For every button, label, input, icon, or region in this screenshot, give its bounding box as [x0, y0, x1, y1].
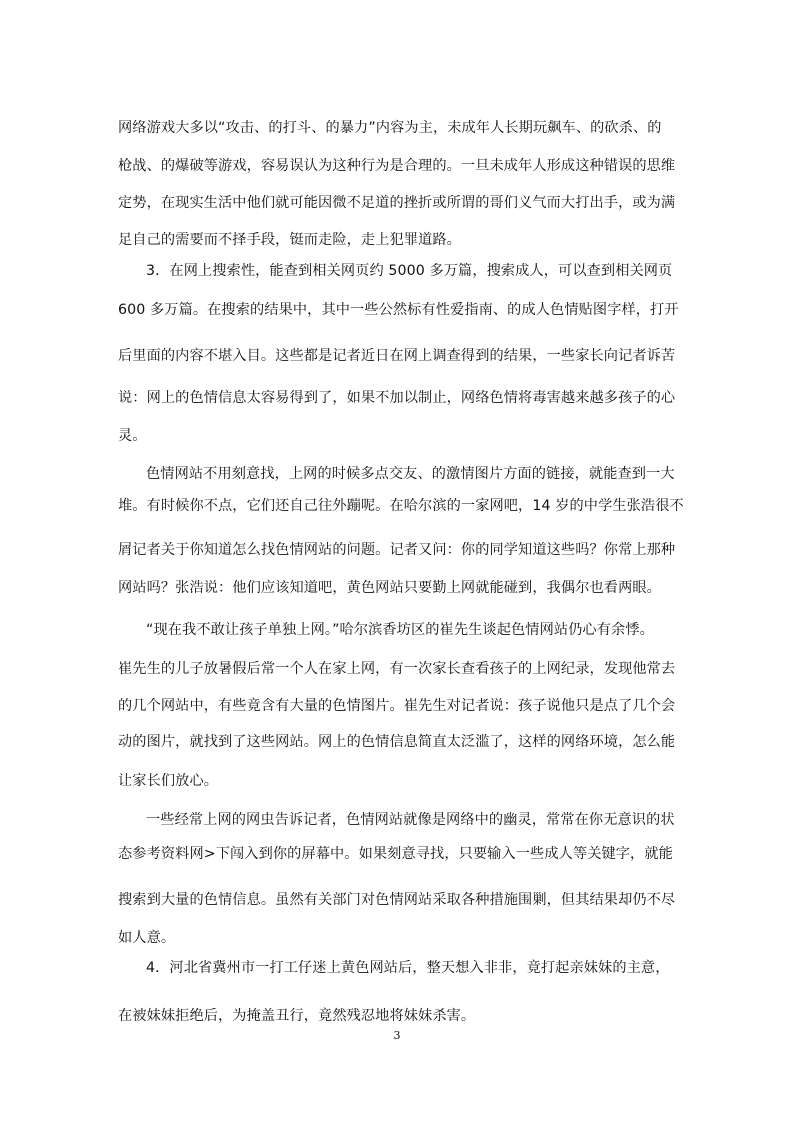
text-line: 一些经常上网的网虫告诉记者，色情网站就像是网络中的幽灵，常常在你无意识的状 — [146, 812, 675, 828]
text-line: 色情网站不用刻意找，上网的时候多点交友、的激情图片方面的链接，就能查到一大 — [146, 466, 675, 482]
text-line: 定势，在现实生活中他们就可能因微不足道的挫折或所谓的哥们义气而大打出手，或为满 — [118, 195, 676, 211]
text-line: 崔先生的儿子放暑假后常一个人在家上网，有一次家长查看孩子的上网纪录，发现他常去 — [118, 661, 676, 677]
text-line: 态参考资料网>下闯入到你的屏幕中。如果刻意寻找，只要输入一些成人等关键字，就能 — [118, 846, 673, 862]
text-line: 如人意。 — [118, 930, 176, 946]
page-number: 3 — [393, 1029, 401, 1042]
text-line: 后里面的内容不堪入目。这些都是记者近日在网上调查得到的结果，一些家长向记者诉苦 — [118, 348, 676, 364]
text-line: 4．河北省冀州市一打工仔迷上黄色网站后，整天想入非非，竟打起亲妹妹的主意， — [146, 960, 670, 976]
text-line: 灵。 — [118, 428, 147, 444]
text-line: 在被妹妹拒绝后，为掩盖丑行，竟然残忍地将妹妹杀害。 — [118, 1008, 476, 1024]
text-line: 的几个网站中，有些竟含有大量的色情图片。崔先生对记者说：孩子说他只是点了几个会 — [118, 698, 676, 714]
text-line: 3．在网上搜索性，能查到相关网页约 5000 多万篇，搜索成人，可以查到相关网页 — [146, 263, 673, 279]
text-line: 网站吗？张浩说：他们应该知道吧，黄色网站只要勤上网就能碰到，我偶尔也看两眼。 — [118, 580, 661, 596]
text-line: 枪战、的爆破等游戏，容易误认为这种行为是合理的。一旦未成年人形成这种错误的思维 — [118, 158, 676, 174]
text-line: 堆。有时候你不点，它们还自己往外蹦呢。在哈尔滨的一家网吧，14 岁的中学生张浩很不 — [118, 498, 684, 514]
text-line: 600 多万篇。在搜索的结果中，其中一些公然标有性爱指南、的成人色情贴图字样，打开 — [118, 302, 679, 318]
text-line: 动的图片，就找到了这些网站。网上的色情信息简直太泛滥了，这样的网络环境，怎么能 — [118, 734, 676, 750]
text-line: 搜索到大量的色情信息。虽然有关部门对色情网站采取各种措施围剿，但其结果却仍不尽 — [118, 892, 676, 908]
text-line: 足自己的需要而不择手段，铤而走险，走上犯罪道路。 — [118, 232, 461, 248]
text-line: “现在我不敢让孩子单独上网。”哈尔滨香坊区的崔先生谈起色情网站仍心有余悸。 — [146, 622, 654, 638]
text-line: 让家长们放心。 — [118, 773, 219, 789]
text-line: 说：网上的色情信息太容易得到了，如果不加以制止，网络色情将毒害越来越多孩子的心 — [118, 390, 676, 406]
text-line: 网络游戏大多以“攻击、的打斗、的暴力”内容为主，未成年人长期玩飙车、的砍杀、的 — [118, 120, 662, 136]
text-line: 屑记者关于你知道怎么找色情网站的问题。记者又问：你的同学知道这些吗？你常上那种 — [118, 542, 676, 558]
